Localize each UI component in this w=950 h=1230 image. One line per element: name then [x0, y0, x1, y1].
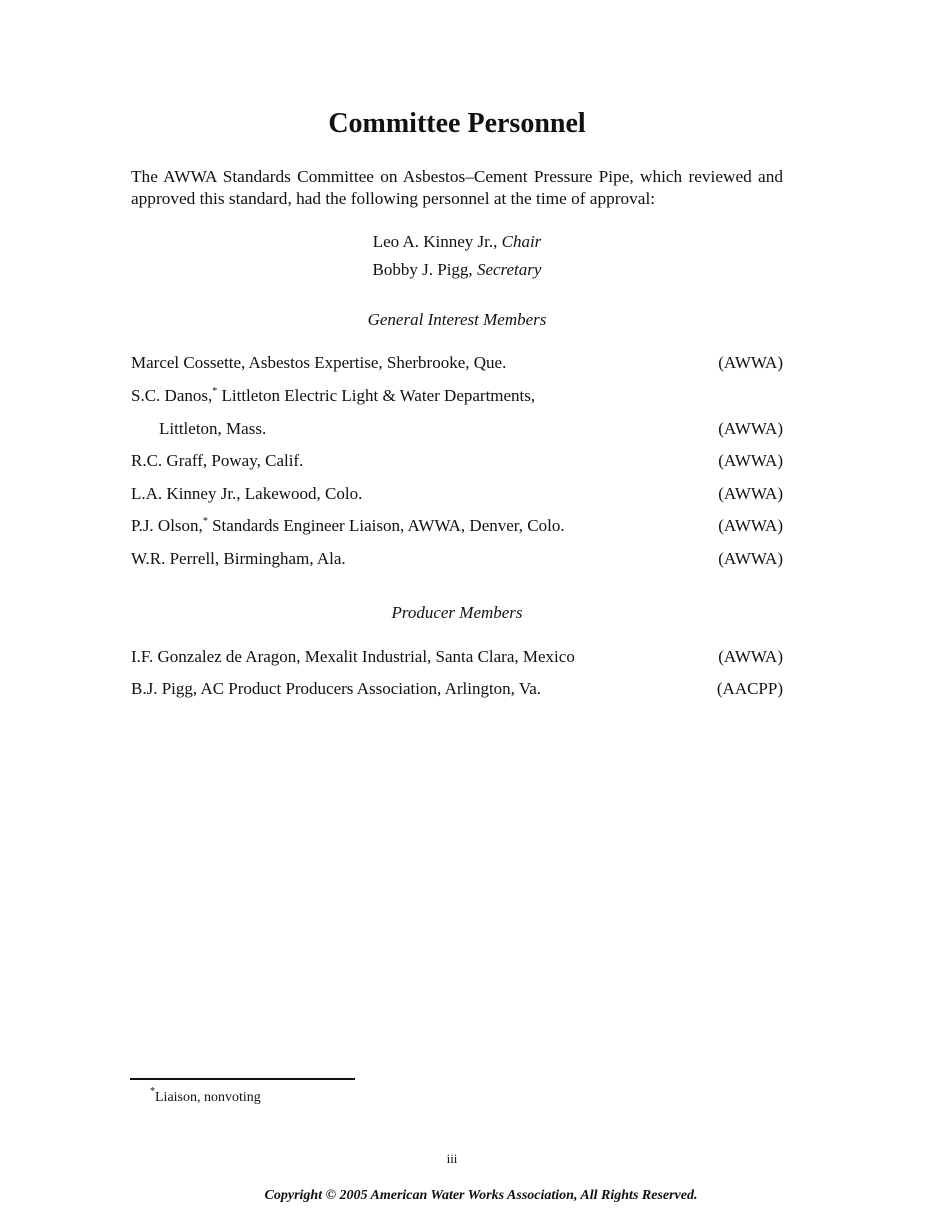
member-org: (AWWA): [718, 549, 783, 568]
member-name: R.C. Graff, Poway, Calif.: [131, 451, 304, 470]
member-affiliation: Littleton Electric Light & Water Departments,: [217, 386, 536, 405]
member-row: [131, 549, 783, 569]
member-org: (AWWA): [718, 419, 783, 438]
member-org: (AWWA): [718, 353, 783, 372]
footnote-mark: *: [202, 516, 208, 527]
member-row: [131, 484, 783, 504]
member-name: W.R. Perrell, Birmingham, Ala.: [131, 549, 346, 568]
member-row: [131, 516, 783, 536]
section-heading-producer: Producer Members: [391, 603, 523, 622]
member-name: Marcel Cossette, Asbestos Expertise, Sherbrooke, Que.: [131, 353, 507, 372]
member-org: (AWWA): [718, 484, 783, 503]
member-name: I.F. Gonzalez de Aragon, Mexalit Industrial, Santa Clara, Mexico: [131, 647, 575, 666]
member-row: [131, 353, 783, 373]
member-location: Littleton, Mass.: [159, 419, 267, 438]
officer-chair: [0, 231, 914, 253]
page-title: Committee Personnel: [328, 108, 586, 139]
officer-name: Leo A. Kinney Jr.,: [372, 232, 502, 251]
member-name: S.C. Danos,: [131, 386, 213, 405]
member-org: (AWWA): [718, 451, 783, 470]
member-name: P.J. Olson,: [131, 516, 203, 535]
footnote: [150, 1086, 261, 1107]
member-name: B.J. Pigg, AC Product Producers Association, Arlington, Va.: [131, 679, 542, 698]
section-heading-general-interest: General Interest Members: [367, 310, 547, 329]
intro-paragraph: The AWWA Standards Committee on Asbestos–Cement Pressure Pipe, which reviewed and approved this standard, had the following personnel at the time of approval:: [131, 167, 783, 208]
copyright-notice: Copyright © 2005 American Water Works Association, All Rights Reserved.: [264, 1188, 698, 1203]
footnote-text: Liaison, nonvoting: [155, 1090, 261, 1105]
member-row: [131, 679, 783, 699]
member-org: (AACPP): [716, 679, 783, 698]
member-row: [131, 451, 783, 471]
member-row: [131, 386, 783, 406]
officer-name: Bobby J. Pigg,: [372, 260, 477, 279]
officer-role: Secretary: [476, 260, 542, 279]
member-row: [131, 647, 783, 667]
member-org: (AWWA): [718, 647, 783, 666]
member-org: (AWWA): [718, 516, 783, 535]
page-number: iii: [446, 1151, 458, 1166]
footnote-divider: [130, 1078, 355, 1080]
officer-secretary: [0, 259, 914, 281]
member-affiliation: Standards Engineer Liaison, AWWA, Denver, Colo.: [207, 516, 565, 535]
officer-role: Chair: [501, 232, 542, 251]
footnote-mark: *: [212, 386, 218, 397]
member-row-continuation: [131, 419, 783, 439]
member-name: L.A. Kinney Jr., Lakewood, Colo.: [131, 484, 363, 503]
footnote-mark: *: [150, 1086, 155, 1097]
